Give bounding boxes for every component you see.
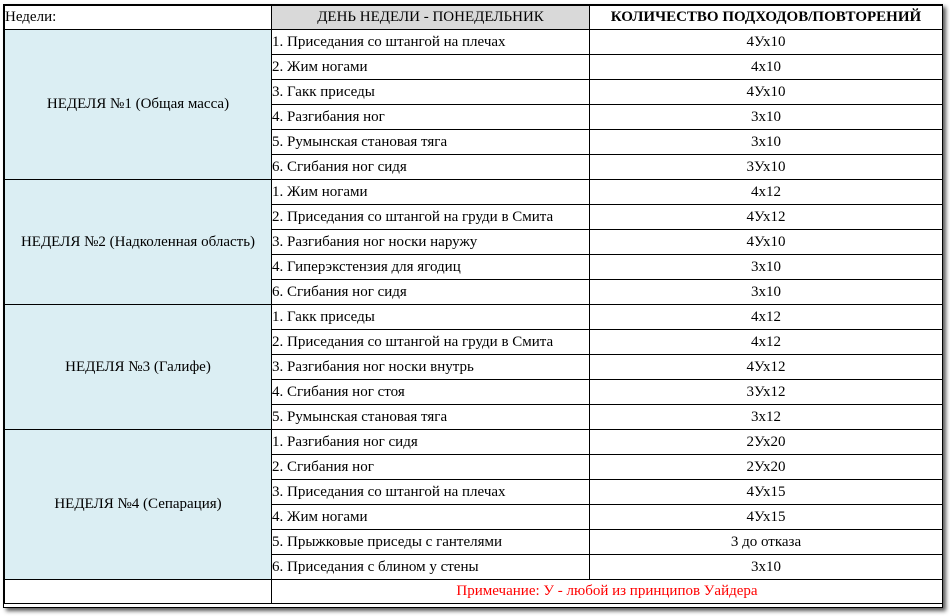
exercise-name-cell[interactable]: 4. Сгибания ног стоя	[272, 380, 590, 405]
table-row	[5, 180, 943, 205]
note-empty-cell[interactable]	[5, 580, 272, 604]
sets-reps-cell[interactable]: 3х10	[590, 280, 943, 305]
sets-reps-cell[interactable]: 3х10	[590, 255, 943, 280]
header-row	[5, 6, 943, 30]
sets-reps-cell[interactable]: 3 до отказа	[590, 530, 943, 555]
sets-reps-cell[interactable]: 4х10	[590, 55, 943, 80]
exercise-name-cell[interactable]: 4. Гиперэкстензия для ягодиц	[272, 255, 590, 280]
exercise-name-cell[interactable]: 1. Разгибания ног сидя	[272, 430, 590, 455]
sets-reps-cell[interactable]: 4Ух10	[590, 80, 943, 105]
exercise-name-cell[interactable]: 3. Приседания со штангой на плечах	[272, 480, 590, 505]
exercise-name-cell[interactable]: 5. Румынская становая тяга	[272, 130, 590, 155]
sets-reps-cell[interactable]: 4Ух12	[590, 355, 943, 380]
sets-reps-cell[interactable]: 4Ух15	[590, 505, 943, 530]
exercise-name-cell[interactable]: 6. Сгибания ног сидя	[272, 155, 590, 180]
exercise-name-cell[interactable]: 1. Приседания со штангой на плечах	[272, 30, 590, 55]
exercise-name-cell[interactable]: 2. Жим ногами	[272, 55, 590, 80]
note-row	[5, 580, 943, 604]
exercise-name-cell[interactable]: 2. Сгибания ног	[272, 455, 590, 480]
table-row	[5, 30, 943, 55]
sets-reps-cell[interactable]: 3Ух10	[590, 155, 943, 180]
sets-reps-cell[interactable]: 4х12	[590, 330, 943, 355]
sets-reps-cell[interactable]: 3х10	[590, 555, 943, 580]
exercise-name-cell[interactable]: 5. Прыжковые приседы с гантелями	[272, 530, 590, 555]
sets-reps-cell[interactable]: 3х12	[590, 405, 943, 430]
sets-reps-cell[interactable]: 4Ух15	[590, 480, 943, 505]
exercise-name-cell[interactable]: 2. Приседания со штангой на груди в Смита	[272, 205, 590, 230]
exercise-name-cell[interactable]: 4. Жим ногами	[272, 505, 590, 530]
week-4-title-cell[interactable]: НЕДЕЛЯ №4 (Сепарация)	[5, 430, 272, 580]
day-header-cell[interactable]: ДЕНЬ НЕДЕЛИ - ПОНЕДЕЛЬНИК	[272, 6, 590, 30]
workout-table	[4, 5, 943, 604]
sets-reps-cell[interactable]: 3х10	[590, 130, 943, 155]
exercise-name-cell[interactable]: 3. Разгибания ног носки наружу	[272, 230, 590, 255]
week-2-title-cell[interactable]: НЕДЕЛЯ №2 (Надколенная область)	[5, 180, 272, 305]
sets-reps-cell[interactable]: 4Ух12	[590, 205, 943, 230]
week-3-title-cell[interactable]: НЕДЕЛЯ №3 (Галифе)	[5, 305, 272, 430]
workout-table-frame	[3, 4, 943, 608]
sets-reps-cell[interactable]: 2Ух20	[590, 455, 943, 480]
count-header-cell[interactable]: КОЛИЧЕСТВО ПОДХОДОВ/ПОВТОРЕНИЙ	[590, 6, 943, 30]
exercise-name-cell[interactable]: 6. Сгибания ног сидя	[272, 280, 590, 305]
table-row	[5, 305, 943, 330]
week-1-title-cell[interactable]: НЕДЕЛЯ №1 (Общая масса)	[5, 30, 272, 180]
exercise-name-cell[interactable]: 3. Гакк приседы	[272, 80, 590, 105]
table-row	[5, 430, 943, 455]
exercise-name-cell[interactable]: 1. Жим ногами	[272, 180, 590, 205]
exercise-name-cell[interactable]: 6. Приседания с блином у стены	[272, 555, 590, 580]
sets-reps-cell[interactable]: 4Ух10	[590, 30, 943, 55]
sets-reps-cell[interactable]: 3Ух12	[590, 380, 943, 405]
exercise-name-cell[interactable]: 3. Разгибания ног носки внутрь	[272, 355, 590, 380]
note-cell[interactable]: Примечание: У - любой из принципов Уайдера	[272, 580, 943, 604]
weeks-header-cell[interactable]: Недели:	[5, 6, 272, 30]
exercise-name-cell[interactable]: 2. Приседания со штангой на груди в Смита	[272, 330, 590, 355]
sets-reps-cell[interactable]: 4х12	[590, 305, 943, 330]
exercise-name-cell[interactable]: 1. Гакк приседы	[272, 305, 590, 330]
sets-reps-cell[interactable]: 3х10	[590, 105, 943, 130]
exercise-name-cell[interactable]: 4. Разгибания ног	[272, 105, 590, 130]
sets-reps-cell[interactable]: 2Ух20	[590, 430, 943, 455]
exercise-name-cell[interactable]: 5. Румынская становая тяга	[272, 405, 590, 430]
sets-reps-cell[interactable]: 4х12	[590, 180, 943, 205]
sets-reps-cell[interactable]: 4Ух10	[590, 230, 943, 255]
